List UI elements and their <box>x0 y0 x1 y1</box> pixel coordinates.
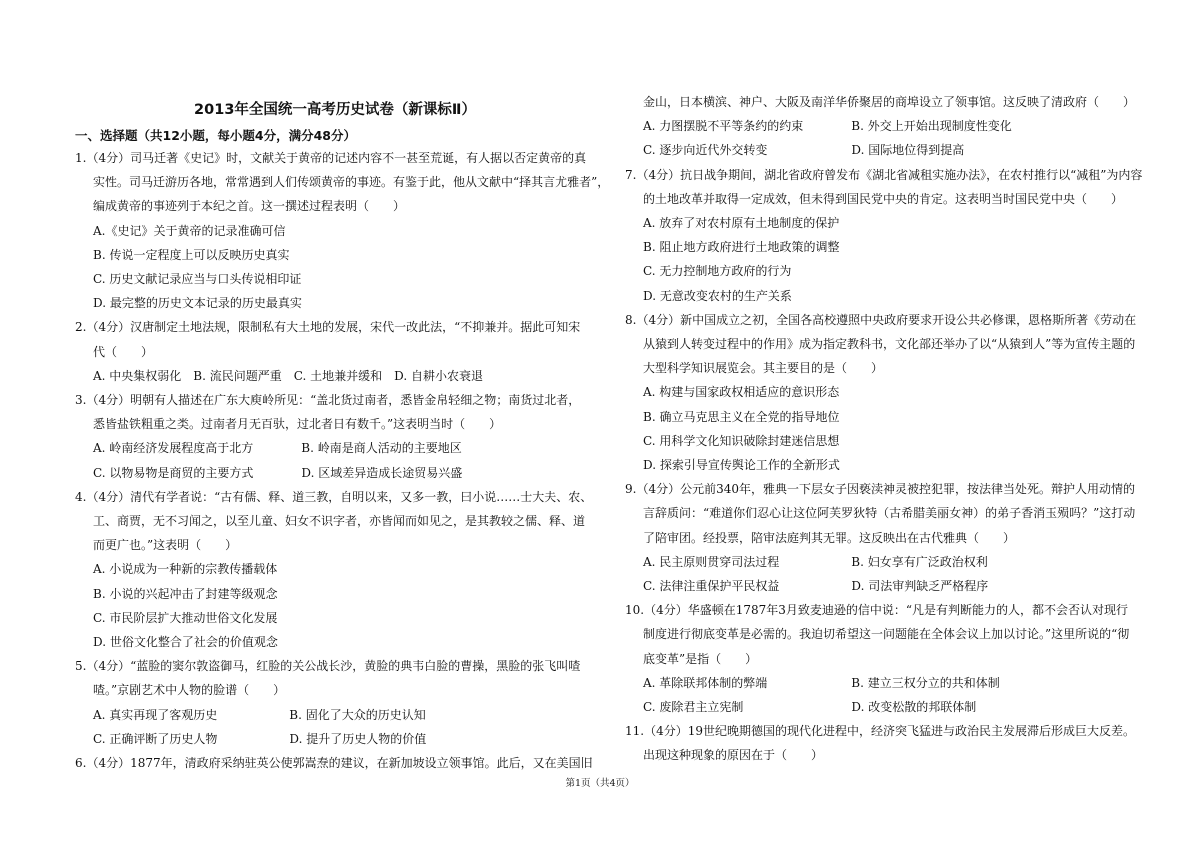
right-line: A. 民主原则贯穿司法过程 B. 妇女享有广泛政治权利 <box>643 554 988 569</box>
right-line: 言辞质问：“难道你们忍心让这位阿芙罗狄特（古希腊美丽女神）的弟子香消玉殒吗？”这打动 <box>643 506 1136 521</box>
right-line: C. 用科学文化知识破除封建迷信思想 <box>643 433 840 448</box>
left-line: 实性。司马迁游历各地，常常遇到人们传颂黄帝的事迹。有鉴于此，他从文献中“择其言尤雅者”， <box>93 175 610 190</box>
page-title: 2013年全国统一高考历史试卷（新课标Ⅱ） <box>194 102 476 118</box>
right-line: D. 探索引导宣传舆论工作的全新形式 <box>643 458 840 472</box>
right-line: 9.（4分）公元前340年，雅典一下层女子因亵渎神灵被控犯罪，按法律当处死。辩护人用动情的 <box>625 482 1135 497</box>
right-line: A. 放弃了对农村原有土地制度的保护 <box>643 216 840 230</box>
right-line: 11.（4分）19世纪晚期德国的现代化进程中，经济突飞猛进与政治民主发展滞后形成巨大反差。 <box>625 724 1135 739</box>
right-line: C. 无力控制地方政府的行为 <box>643 264 792 279</box>
right-line: B. 确立马克思主义在全党的指导地位 <box>643 409 840 424</box>
left-line: C. 历史文献记录应当与口头传说相印证 <box>93 272 302 286</box>
right-line: 的土地改革并取得一定成效，但未得到国民党中央的肯定。这表明当时国民党中央（ ） <box>643 191 1124 206</box>
left-line: C. 正确评断了历史人物 D. 提升了历史人物的价值 <box>93 731 427 746</box>
left-line: A. 真实再现了客观历史 B. 固化了大众的历史认知 <box>93 707 426 722</box>
left-line: A. 中央集权弱化 B. 流民问题严重 C. 土地兼并缓和 D. 自耕小农衰退 <box>93 368 483 383</box>
left-line: D. 世俗文化整合了社会的价值观念 <box>93 635 278 649</box>
left-line: 代（ ） <box>93 344 154 359</box>
page-footer: 第1页（共4页） <box>565 778 635 789</box>
right-line: C. 废除君主立宪制 D. 改变松散的邦联体制 <box>643 700 977 714</box>
left-line: B. 传说一定程度上可以反映历史真实 <box>93 247 290 262</box>
left-line: 悉皆盐铁粗重之类。过南者月无百驮，过北者日有数千。”这表明当时（ ） <box>93 417 502 432</box>
left-line: C. 市民阶层扩大推动世俗文化发展 <box>93 610 278 625</box>
left-line: 4.（4分）清代有学者说：“古有儒、释、道三教，自明以来，又多一教，曰小说……士大夫、农、 <box>75 489 593 504</box>
right-line: 底变革”是指（ ） <box>643 651 758 666</box>
right-line: B. 阻止地方政府进行土地政策的调整 <box>643 240 840 255</box>
right-line: C. 法律注重保护平民权益 D. 司法审判缺乏严格程序 <box>643 579 989 593</box>
left-line: A. 小说成为一种新的宗教传播载体 <box>93 562 278 577</box>
section-heading: 一、选择题（共12小题，每小题4分，满分48分） <box>75 128 356 143</box>
left-line: D. 最完整的历史文本记录的历史最真实 <box>93 296 302 311</box>
left-line: B. 小说的兴起冲击了封建等级观念 <box>93 586 278 601</box>
right-line: 7.（4分）抗日战争期间，湖北省政府曾发布《湖北省减租实施办法》，在农村推行以“减租”为内容 <box>625 167 1143 182</box>
right-line: 从猿到人转变过程中的作用》成为指定教科书，文化部还举办了以“从猿到人”等为宣传主题的 <box>643 337 1136 351</box>
left-line: C. 以物易物是商贸的主要方式 D. 区域差异造成长途贸易兴盛 <box>93 465 463 480</box>
right-line: 出现这种现象的原因在于（ ） <box>643 748 824 763</box>
left-line: 2.（4分）汉唐制定土地法规，限制私有大土地的发展，宋代一改此法，“不抑兼并。据此可知宋 <box>75 320 581 335</box>
right-line: A. 力图摆脱不平等条约的约束 B. 外交上开始出现制度性变化 <box>643 119 1012 134</box>
right-line: D. 无意改变农村的生产关系 <box>643 288 792 303</box>
left-line: 而更广也。”这表明（ ） <box>93 538 238 553</box>
left-line: 6.（4分）1877年，清政府采纳驻英公使郭嵩焘的建议，在新加坡设立领事馆。此后，又在美国旧 <box>75 756 593 770</box>
right-line: 大型科学知识展览会。其主要目的是（ ） <box>643 361 884 376</box>
right-line: 10.（4分）华盛顿在1787年3月致麦迪逊的信中说：“凡是有判断能力的人，都不会否认对现行 <box>625 603 1129 618</box>
right-line: 制度进行彻底变革是必需的。我迫切希望这一问题能在全体会议上加以讨论。”这里所说的“彻 <box>643 627 1130 642</box>
left-line: 5.（4分）“蓝脸的窦尔敦盗御马，红脸的关公战长沙，黄脸的典韦白脸的曹操，黑脸的张飞叫喳 <box>75 659 581 674</box>
right-line: C. 逐步向近代外交转变 D. 国际地位得到提高 <box>643 143 965 158</box>
left-line: 喳。”京剧艺术中人物的脸谱（ ） <box>93 683 286 698</box>
right-line: 金山，日本横滨、神户、大阪及南洋华侨聚居的商埠设立了领事馆。这反映了清政府（ ） <box>643 95 1136 109</box>
right-line: A. 构建与国家政权相适应的意识形态 <box>643 385 840 400</box>
left-line: A. 岭南经济发展程度高于北方 B. 岭南是商人活动的主要地区 <box>93 441 462 456</box>
left-line: 编成黄帝的事迹列于本纪之首。这一撰述过程表明（ ） <box>93 199 406 214</box>
right-line: 了陪审团。经投票，陪审法庭判其无罪。这反映出在古代雅典（ ） <box>643 530 1016 545</box>
left-line: A.《史记》关于黄帝的记录准确可信 <box>93 223 286 238</box>
left-line: 3.（4分）明朝有人描述在广东大庾岭所见：“盖北货过南者，悉皆金帛轻细之物；南货过北者， <box>75 393 581 407</box>
right-line: A. 革除联邦体制的弊端 B. 建立三权分立的共和体制 <box>643 675 1000 690</box>
right-line: 8.（4分）新中国成立之初，全国各高校遵照中央政府要求开设公共必修课，恩格斯所著《劳动在 <box>625 312 1137 327</box>
left-line: 工、商贾，无不习闻之，以至儿童、妇女不识字者，亦皆闻而如见之，是其教较之儒、释、道 <box>93 514 586 528</box>
left-line: 1.（4分）司马迁著《史记》时，文献关于黄帝的记述内容不一甚至荒诞，有人据以否定黄帝的真 <box>75 151 587 165</box>
